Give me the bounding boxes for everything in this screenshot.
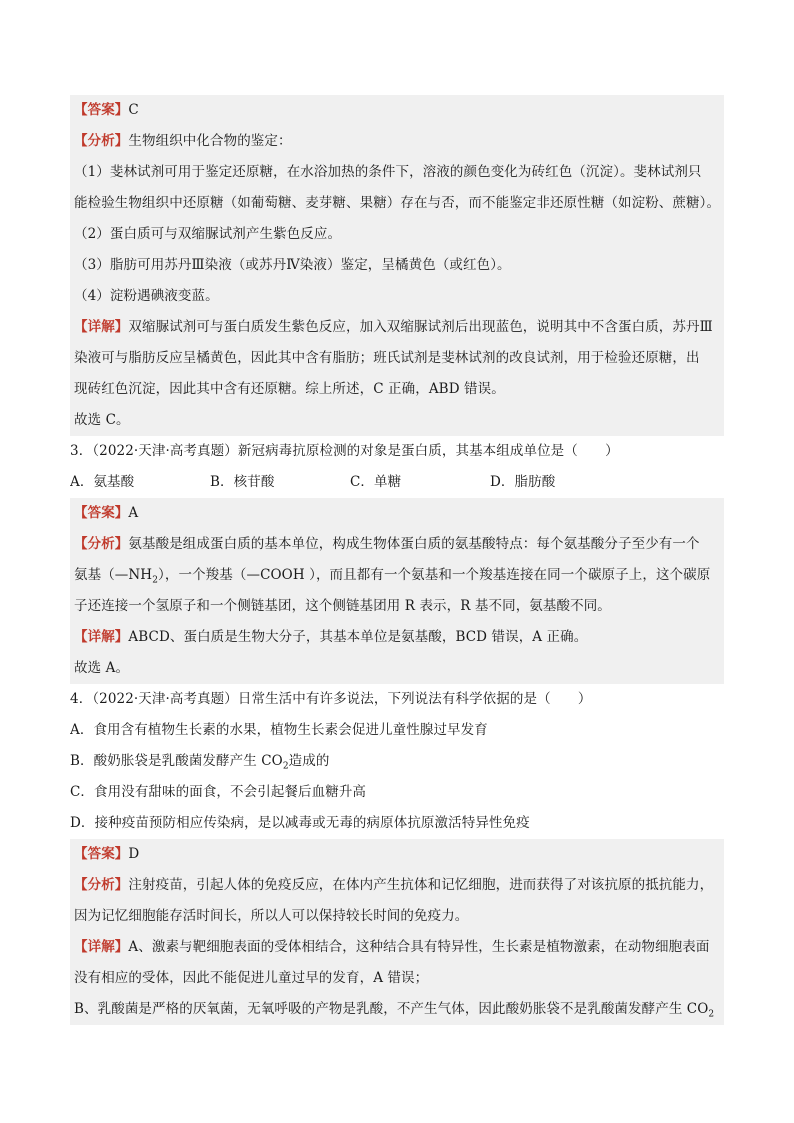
q2-analysis-point-2: （2）蛋白质可与双缩脲试剂产生紫色反应。: [70, 219, 724, 250]
q3-option-a: A．氨基酸: [70, 474, 135, 490]
option-b-post: 造成的: [288, 753, 330, 769]
analysis-tag: 【分析】: [74, 133, 129, 149]
q2-analysis-point-1b: 能检验生物组织中还原糖（如葡萄糖、麦芽糖、果糖）存在与否，而不能鉴定非还原性糖（如淀粉、蔗糖）。: [70, 188, 724, 219]
answer-value: D: [128, 846, 140, 862]
q4-option-d: D．接种疫苗预防相应传染病，是以减毒或无毒的病原体抗原激活特异性免疫: [70, 815, 530, 831]
q2-answer-block: [70, 95, 724, 436]
detail-tag: 【详解】: [74, 939, 129, 955]
analysis-text: 氨基酸是组成蛋白质的基本单位，构成生物体蛋白质的氨基酸特点：每个氨基酸分子至少有一个: [128, 536, 700, 552]
q3-analysis-line-1: [70, 529, 724, 560]
q3-option-c: C．单糖: [350, 474, 402, 490]
q4-detail-line-1: [70, 932, 724, 963]
analysis-text-post: ），一个羧基（—COOH ），而且都有一个氨基和一个羧基连接在同一个碳原子上，这个碳原: [158, 567, 711, 583]
document-page: [70, 95, 724, 1025]
q2-answer-line: [70, 95, 724, 126]
q4-stem: 4．（2022·天津·高考真题）日常生活中有许多说法，下列说法有科学依据的是（ ）: [70, 691, 592, 707]
answer-tag: 【答案】: [74, 102, 129, 118]
q4-option-a: A．食用含有植物生长素的水果，植物生长素会促进儿童性腺过早发育: [70, 722, 488, 738]
q2-conclusion: 故选 C。: [70, 405, 724, 436]
q4-option-b: [70, 746, 724, 777]
q3-option-d: D．脂肪酸: [490, 474, 556, 490]
q4-analysis-line-2: 因为记忆细胞能存活时间长，所以人可以保持较长时间的免疫力。: [70, 901, 724, 932]
q4-analysis-line-1: [70, 870, 724, 901]
q3-option-b: B．核苷酸: [210, 474, 275, 490]
q3-stem: 3．（2022·天津·高考真题）新冠病毒抗原检测的对象是蛋白质，其基本组成单位是（ ）: [70, 443, 619, 459]
q2-analysis-line: [70, 126, 724, 157]
option-b-pre: B．酸奶胀袋是乳酸菌发酵产生 CO: [70, 753, 283, 769]
q3-answer-block: [70, 498, 724, 684]
detail-tag: 【详解】: [74, 629, 129, 645]
q2-analysis-point-4: （4）淀粉遇碘液变蓝。: [70, 281, 724, 312]
analysis-tag: 【分析】: [74, 536, 129, 552]
q3-answer-line: [70, 498, 724, 529]
answer-tag: 【答案】: [74, 846, 129, 862]
answer-tag: 【答案】: [74, 505, 129, 521]
q2-analysis-point-3: （3）脂肪可用苏丹Ⅲ染液（或苏丹Ⅳ染液）鉴定，呈橘黄色（或红色）。: [70, 250, 724, 281]
subscript: 2: [708, 1009, 715, 1020]
q2-detail-line-3: 现砖红色沉淀，因此其中含有还原糖。综上所述，C 正确，ABD 错误。: [70, 374, 724, 405]
q4-detail-line-2: 没有相应的受体，因此不能促进儿童过早的发育，A 错误；: [70, 963, 724, 994]
question-3: [70, 436, 724, 498]
detail-text: A、激素与靶细胞表面的受体相结合，这种结合具有特异性，生长素是植物激素，在动物细胞表面: [128, 939, 710, 955]
detail-text-pre: B、乳酸菌是严格的厌氧菌，无氧呼吸的产物是乳酸，不产生气体，因此酸奶胀袋不是乳酸菌发酵产生 CO: [74, 1001, 709, 1017]
answer-value: C: [128, 102, 139, 118]
detail-tag: 【详解】: [74, 319, 129, 335]
analysis-tag: 【分析】: [74, 877, 129, 893]
q2-analysis-point-1a: （1）斐林试剂可用于鉴定还原糖，在水浴加热的条件下，溶液的颜色变化为砖红色（沉淀）。斐林试剂只: [70, 157, 724, 188]
detail-text: ABCD、蛋白质是生物大分子，其基本单位是氨基酸，BCD 错误，A 正确。: [128, 629, 588, 645]
analysis-text-pre: 氨基（—NH: [74, 567, 153, 583]
analysis-text: 注射疫苗，引起人体的免疫反应，在体内产生抗体和记忆细胞，进而获得了对该抗原的抵抗能力，: [128, 877, 714, 893]
question-4: [70, 684, 724, 839]
subscript: 2: [152, 575, 159, 586]
q3-conclusion: 故选 A。: [70, 653, 724, 684]
subscript: 2: [282, 761, 289, 772]
q4-answer-line: [70, 839, 724, 870]
q2-detail-line-1: [70, 312, 724, 343]
q3-analysis-line-2: [70, 560, 724, 591]
q3-analysis-line-3: 子还连接一个氢原子和一个侧链基团，这个侧链基团用 R 表示，R 基不同，氨基酸不同。: [70, 591, 724, 622]
q4-option-c: C．食用没有甜味的面食，不会引起餐后血糖升高: [70, 784, 367, 800]
q2-detail-line-2: 染液可与脂肪反应呈橘黄色，因此其中含有脂肪；班氏试剂是斐林试剂的改良试剂，用于检验还原糖，出: [70, 343, 724, 374]
q3-detail-line: [70, 622, 724, 653]
q3-options: [70, 467, 724, 498]
answer-value: A: [128, 505, 139, 521]
analysis-intro: 生物组织中化合物的鉴定：: [128, 133, 292, 149]
detail-text: 双缩脲试剂可与蛋白质发生紫色反应，加入双缩脲试剂后出现蓝色，说明其中不含蛋白质，苏丹Ⅲ: [128, 319, 713, 335]
q4-answer-block: [70, 839, 724, 1025]
q4-detail-line-3: [70, 994, 724, 1025]
